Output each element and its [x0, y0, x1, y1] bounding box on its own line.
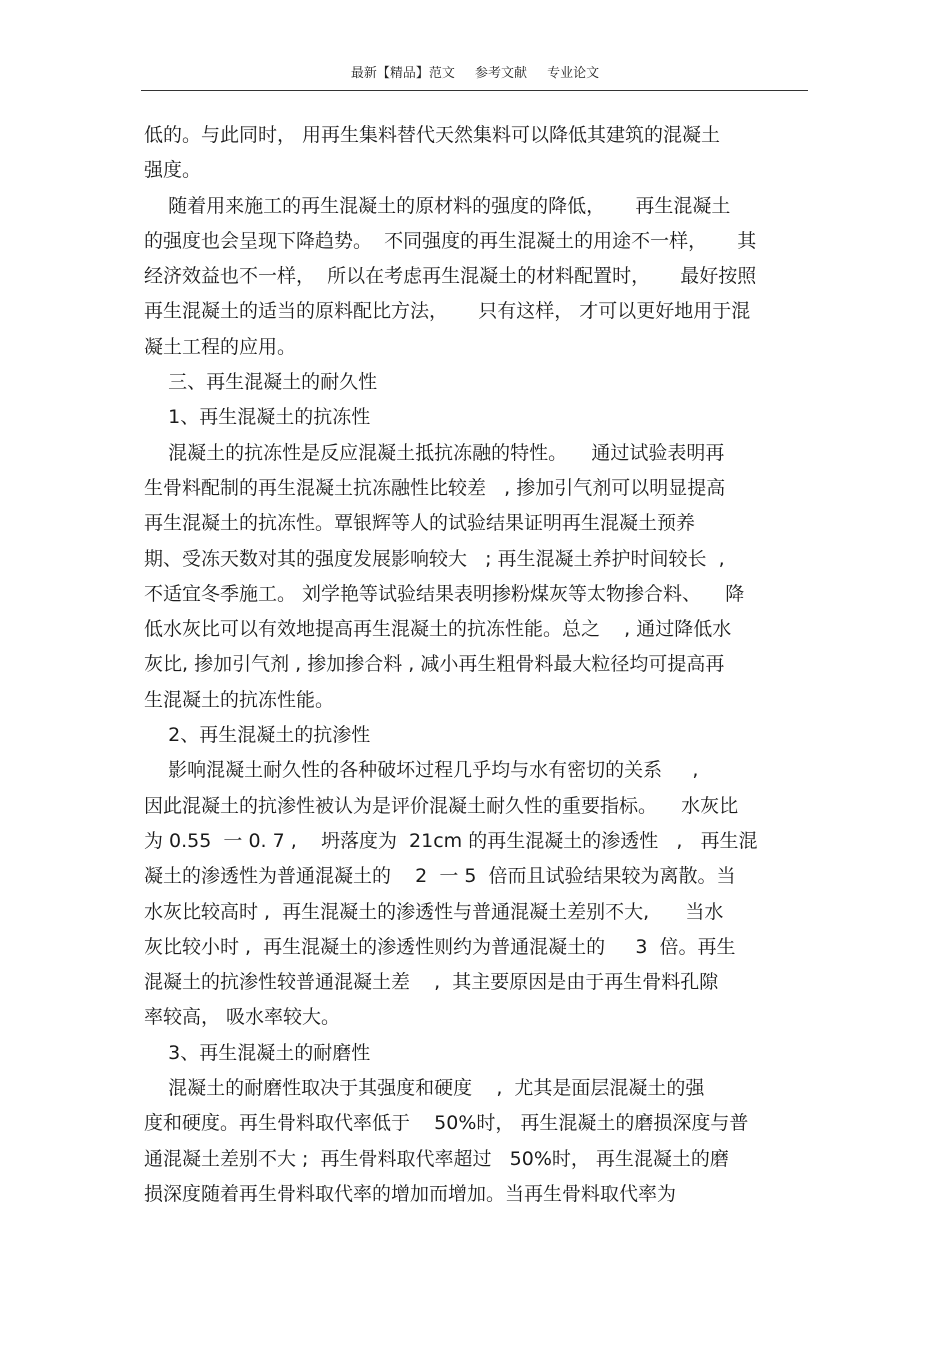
text-line: 再生混凝土的适当的原料配比方法， 只有这样， 才可以更好地用于混 [144, 300, 751, 323]
section-heading: 三、再生混凝土的耐久性 [144, 371, 378, 394]
text-line: 随着用来施工的再生混凝土的原材料的强度的降低， 再生混凝土 [144, 194, 731, 217]
text-line: 通混凝土差别不大 ; 再生骨料取代率超过 50%时， 再生混凝土的磨 [144, 1147, 729, 1170]
text-line: 影响混凝土耐久性的各种破坏过程几乎均与水有密切的关系 , [144, 759, 699, 782]
text-line: 经济效益也不一样， 所以在考虑再生混凝土的材料配置时， 最好按照 [144, 265, 757, 288]
subsection-heading: 2、再生混凝土的抗渗性 [144, 724, 371, 747]
subsection-heading: 1、再生混凝土的抗冻性 [144, 406, 371, 429]
document-body [144, 118, 806, 1212]
text-line: 为 0.55 一 0. 7 , 坍落度为 21cm 的再生混凝土的渗透性 , 再生混 [144, 829, 758, 852]
header-item-latest: 最新【精品】范文 [350, 66, 455, 81]
header-item-references: 参考文献 [474, 66, 527, 81]
text-line: 凝土的渗透性为普通混凝土的 2 一 5 倍而且试验结果较为离散。当 [144, 865, 736, 888]
text-line: 凝土工程的应用。 [144, 335, 297, 358]
text-line: 水灰比较高时 , 再生混凝土的渗透性与普通混凝土差别不大, 当水 [144, 900, 724, 923]
text-line: 不适宜冬季施工。 刘学艳等试验结果表明掺粉煤灰等太物掺合料、 降 [144, 582, 745, 605]
text-line: 因此混凝土的抗渗性被认为是评价混凝土耐久性的重要指标。 水灰比 [144, 794, 739, 817]
text-line: 灰比, 掺加引气剂 , 掺加掺合料 , 减小再生粗骨料最大粒径均可提高再 [144, 653, 725, 676]
text-line: 混凝土的耐磨性取决于其强度和硬度 , 尤其是面层混凝土的强 [144, 1077, 705, 1100]
text-line: 期、受冻天数对其的强度发展影响较大 ; 再生混凝土养护时间较长 , [144, 547, 725, 570]
text-line: 灰比较小时 , 再生混凝土的渗透性则约为普通混凝土的 3 倍。再生 [144, 935, 736, 958]
text-line: 的强度也会呈现下降趋势。 不同强度的再生混凝土的用途不一样， 其 [144, 229, 757, 252]
text-line: 生骨料配制的再生混凝土抗冻融性比较差 , 掺加引气剂可以明显提高 [144, 476, 726, 499]
text-line: 低水灰比可以有效地提高再生混凝土的抗冻性能。总之 , 通过降低水 [144, 618, 732, 641]
header-item-papers: 专业论文 [547, 66, 600, 81]
text-line: 生混凝土的抗冻性能。 [144, 688, 335, 711]
text-line: 损深度随着再生骨料取代率的增加而增加。当再生骨料取代率为 [144, 1182, 677, 1205]
text-line: 度和硬度。再生骨料取代率低于 50%时， 再生混凝土的磨损深度与普 [144, 1112, 749, 1135]
text-line: 再生混凝土的抗冻性。覃银辉等人的试验结果证明再生混凝土预养 [144, 512, 696, 535]
text-line: 率较高， 吸水率较大。 [144, 1006, 341, 1029]
text-line: 强度。 [144, 159, 202, 182]
text-line: 低的。与此同时， 用再生集料替代天然集料可以降低其建筑的混凝土 [144, 124, 721, 146]
subsection-heading: 3、再生混凝土的耐磨性 [144, 1041, 371, 1064]
header-divider [141, 90, 808, 91]
page-header [0, 64, 950, 84]
text-line: 混凝土的抗冻性是反应混凝土抵抗冻融的特性。 通过试验表明再 [144, 441, 725, 464]
text-line: 混凝土的抗渗性较普通混凝土差 , 其主要原因是由于再生骨料孔隙 [144, 971, 719, 994]
